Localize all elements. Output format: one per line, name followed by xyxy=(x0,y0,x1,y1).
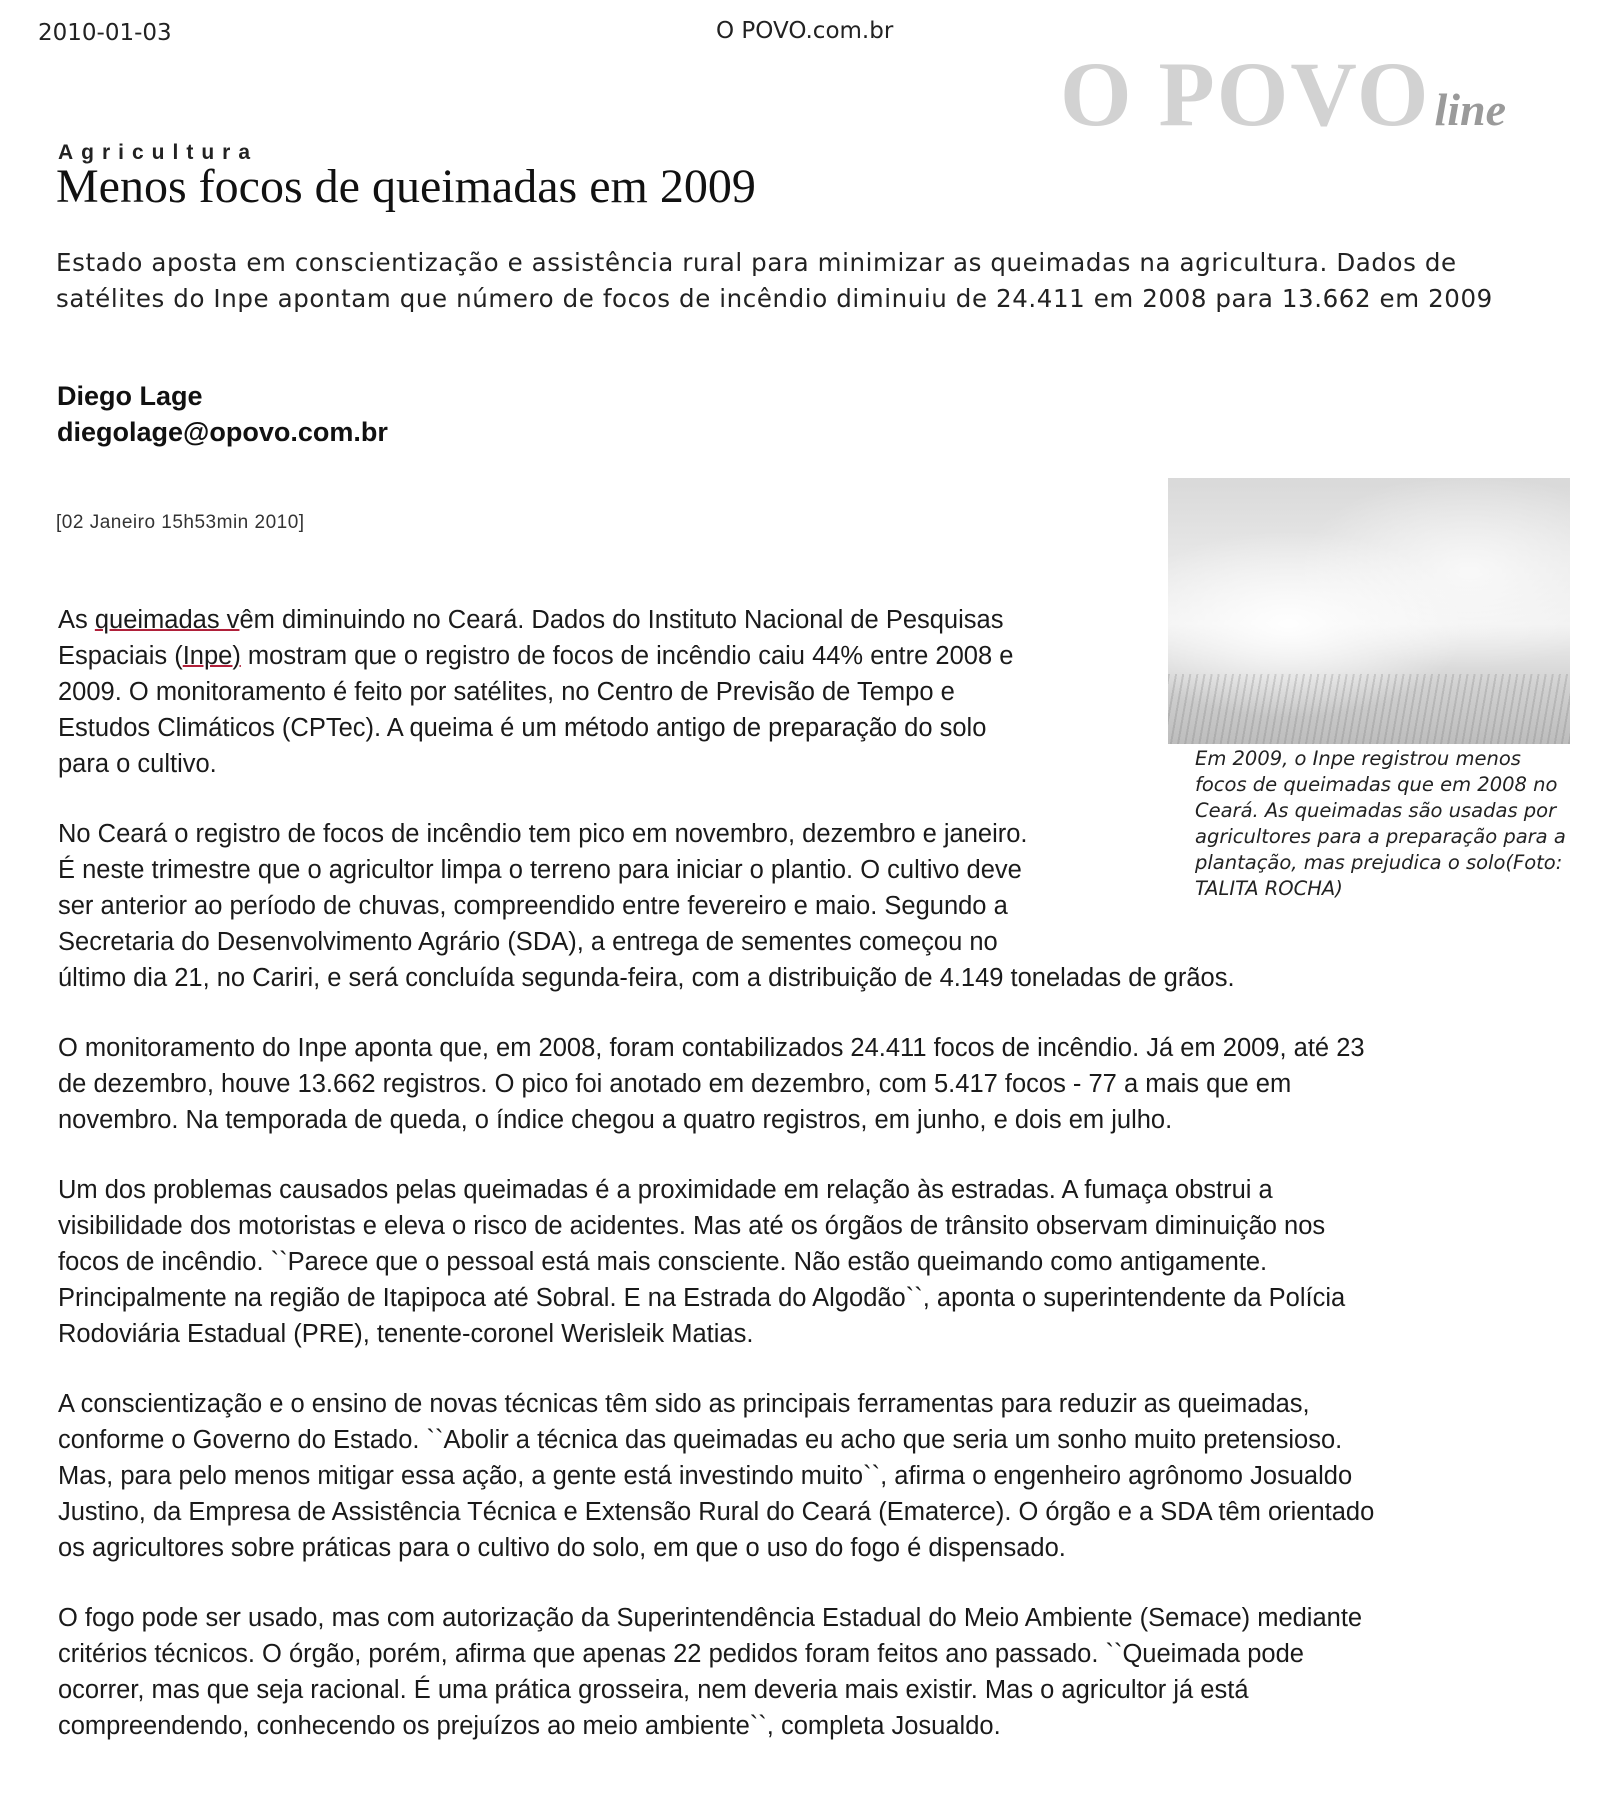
body-text: Espaciais ( xyxy=(58,642,183,670)
body-line: ocorrer, mas que seja racional. É uma prática grosseira, nem deveria mais existir. Mas o agricultor já está xyxy=(58,1676,1249,1704)
body-line: Principalmente na região de Itapipoca até Sobral. E na Estrada do Algodão``, aponta o superintendente da Polícia xyxy=(58,1284,1346,1312)
article-headline: Menos focos de queimadas em 2009 xyxy=(56,160,756,213)
newspaper-logo xyxy=(1060,43,1507,145)
body-line: conforme o Governo do Estado. ``Abolir a técnica das queimadas eu acho que seria um sonho muito pretensioso. xyxy=(58,1426,1343,1454)
body-line xyxy=(58,638,1588,674)
body-line: focos de incêndio. ``Parece que o pessoal está mais consciente. Não estão queimando como antigamente. xyxy=(58,1248,1268,1276)
logo-sub-text: line xyxy=(1434,84,1507,135)
body-line: último dia 21, no Cariri, e será concluída segunda-feira, com a distribuição de 4.149 toneladas de grãos. xyxy=(58,964,1235,992)
body-line: Rodoviária Estadual (PRE), tenente-coronel Werisleik Matias. xyxy=(58,1320,754,1348)
body-line: No Ceará o registro de focos de incêndio tem pico em novembro, dezembro e janeiro. xyxy=(58,820,1028,848)
body-line: É neste trimestre que o agricultor limpa o terreno para iniciar o plantio. O cultivo deve xyxy=(58,856,1022,884)
body-line: ser anterior ao período de chuvas, compreendido entre fevereiro e maio. Segundo a xyxy=(58,892,1008,920)
body-line: Justino, da Empresa de Assistência Técnica e Extensão Rural do Ceará (Ematerce). O órgão e a SDA têm orientado xyxy=(58,1498,1375,1526)
body-line: A conscientização e o ensino de novas técnicas têm sido as principais ferramentas para reduzir as queimadas, xyxy=(58,1390,1310,1418)
print-date: 2010-01-03 xyxy=(38,20,172,46)
underlined-word: queimadas v xyxy=(94,606,240,634)
article-standfirst: Estado aposta em conscientização e assistência rural para minimizar as queimadas na agricultura. Dados de satélites do Inpe apontam que número de focos de incêndio diminuiu de 24.411 em 2008 para 13.662 em 2009 xyxy=(56,248,1493,313)
publish-timestamp: [02 Janeiro 15h53min 2010] xyxy=(56,512,305,533)
body-line: O monitoramento do Inpe aponta que, em 2008, foram contabilizados 24.411 focos de incêndio. Já em 2009, até 23 xyxy=(58,1034,1365,1062)
body-line: Mas, para pelo menos mitigar essa ação, a gente está investindo muito``, afirma o engenheiro agrônomo Josualdo xyxy=(58,1462,1353,1490)
author-email: diegolage@opovo.com.br xyxy=(57,417,388,447)
body-line: O fogo pode ser usado, mas com autorização da Superintendência Estadual do Meio Ambiente (Semace) mediante xyxy=(58,1604,1363,1632)
body-line: Um dos problemas causados pelas queimadas é a proximidade em relação às estradas. A fumaça obstrui a xyxy=(58,1176,1273,1204)
site-name: O POVO.com.br xyxy=(716,18,894,44)
body-line xyxy=(58,602,1588,638)
body-line: Secretaria do Desenvolvimento Agrário (SDA), a entrega de sementes começou no xyxy=(58,928,998,956)
body-line: visibilidade dos motoristas e eleva o risco de acidentes. Mas até os órgãos de trânsito observam diminuição nos xyxy=(58,1212,1326,1240)
body-line: compreendendo, conhecendo os prejuízos ao meio ambiente``, completa Josualdo. xyxy=(58,1712,1001,1740)
body-line: de dezembro, houve 13.662 registros. O pico foi anotado em dezembro, com 5.417 focos - 77 a mais que em xyxy=(58,1070,1292,1098)
logo-main-text: O POVO xyxy=(1060,43,1431,145)
underlined-word: Inpe) xyxy=(182,642,241,670)
author-name: Diego Lage xyxy=(57,381,203,411)
body-line: para o cultivo. xyxy=(58,750,217,778)
byline xyxy=(57,378,388,450)
body-text: êm diminuindo no Ceará. Dados do Instituto Nacional de Pesquisas xyxy=(239,606,1004,634)
body-line: os agricultores sobre práticas para o cultivo do solo, em que o uso do fogo é dispensado. xyxy=(58,1534,1066,1562)
body-text: mostram que o registro de focos de incêndio caiu 44% entre 2008 e xyxy=(240,642,1014,670)
body-text: As xyxy=(58,606,95,634)
body-line: Estudos Climáticos (CPTec). A queima é um método antigo de preparação do solo xyxy=(58,714,987,742)
article-body xyxy=(58,602,1588,1744)
body-line: critérios técnicos. O órgão, porém, afirma que apenas 22 pedidos foram feitos ano passado. ``Queimada pode xyxy=(58,1640,1304,1668)
section-label: Agricultura xyxy=(58,141,259,164)
body-line: 2009. O monitoramento é feito por satélites, no Centro de Previsão de Tempo e xyxy=(58,678,955,706)
photo-caption: Em 2009, o Inpe registrou menos focos de queimadas que em 2008 no Ceará. As queimadas são usadas por agricultores para a preparação para a plantação, mas prejudica o solo(Foto: TALITA ROCHA) xyxy=(1195,747,1566,900)
body-line: novembro. Na temporada de queda, o índice chegou a quatro registros, em junho, e dois em julho. xyxy=(58,1106,1173,1134)
